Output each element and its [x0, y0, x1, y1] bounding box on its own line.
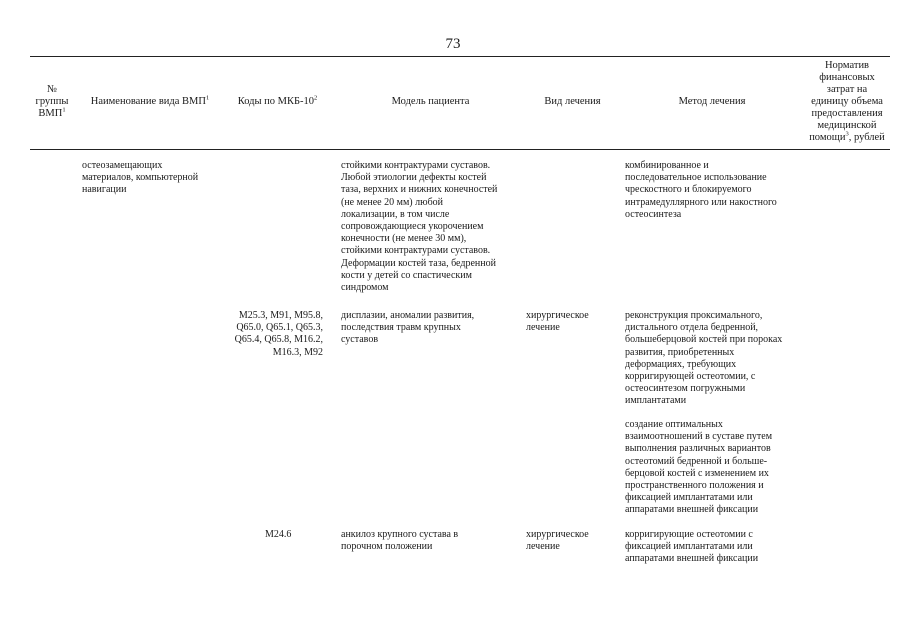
table-top-border — [30, 56, 890, 57]
cell-treatment-type: хирургическое лечение — [526, 310, 589, 334]
cell-treatment-method: реконструкция проксимального, дистального отдела бедренной, большеберцовой костей при пороках развития, приобретенных деформациях, требующих корригирующей остеотомии, с остеосинтезом погружными имплантатами — [625, 310, 783, 407]
cell-patient-model: стойкими контрактурами суставов. Любой этиологии дефекты костей таза, верхних и нижних конечностей (не менее 20 мм) любой локализации, в том числе сопровождающиеся укорочением конечности (не менее 30 мм), стойкими контрактурами суставов. Деформации костей таза, бедренной кости у детей со спастическим синдромом — [341, 160, 498, 294]
header-patient-model: Модель пациента — [391, 96, 470, 107]
cell-treatment-type: хирургическое лечение — [526, 529, 589, 553]
header-icd-codes: Коды по МКБ-$10^2$ — [237, 94, 318, 107]
page-number: 73 — [445, 36, 461, 52]
header-group-number: № группы ВМП$^1$ — [35, 84, 69, 119]
cell-icd-codes: M24.6 — [265, 529, 292, 540]
header-vmp-name: Наименование вида ВМП$^1$ — [90, 94, 210, 107]
cell-patient-model: анкилоз крупного сустава в порочном положении — [341, 529, 459, 553]
header-treatment-method: Метод лечения — [678, 96, 746, 107]
cell-icd-codes: M25.3, M91, M95.8, Q65.0, Q65.1, Q65.3, Q65.4, Q65.8, M16.2, M16.3, M92 — [234, 310, 323, 358]
header-bottom-border — [30, 149, 890, 150]
header-financial-norm: Норматив финансовых затрат на единицу объема предоставления медицинской помощи$^3$, рублей — [809, 60, 885, 143]
cell-vmp-name: остеозамещающих материалов, компьютерной навигации — [82, 160, 199, 196]
cell-treatment-method: комбинированное и последовательное использование чрескостного и блокируемого интрамедуллярного или накостного остеосинтеза — [625, 160, 777, 220]
cell-treatment-method-alt: создание оптимальных взаимоотношений в суставе путем выполнения различных вариантов остеотомий бедренной и больше- берцовой костей с изменением их пространственного положения и фиксацией имплантатами или аппаратами внешней фиксации — [625, 419, 773, 516]
header-treatment-type: Вид лечения — [544, 96, 601, 107]
cell-treatment-method: корригирующие остеотомии с фиксацией имплантатами или аппаратами внешней фиксации — [625, 529, 759, 565]
cell-patient-model: дисплазии, аномалии развития, последствия травм крупных суставов — [341, 310, 475, 346]
